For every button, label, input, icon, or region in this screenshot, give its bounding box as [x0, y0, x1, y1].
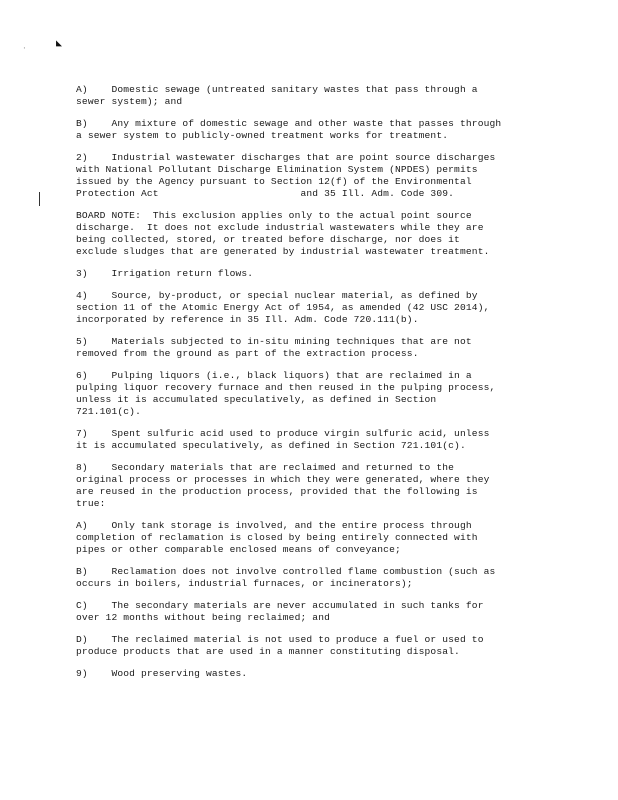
text-line: 4) Source, by-product, or special nuclear material, as defined by [76, 290, 478, 301]
text-line: D) The reclaimed material is not used to produce a fuel or used to [76, 634, 484, 645]
paragraph-item-4 [76, 290, 546, 326]
text-line: 5) Materials subjected to in-situ mining techniques that are not [76, 336, 472, 347]
text-line: it is accumulated speculatively, as defined in Section 721.101(c). [76, 440, 466, 451]
text-line: C) The secondary materials are never accumulated in such tanks for [76, 600, 484, 611]
text-line: incorporated by reference in 35 Ill. Adm. Code 720.111(b). [76, 314, 419, 325]
text-line: issued by the Agency pursuant to Section 12(f) of the Environmental [76, 176, 472, 187]
text-line: unless it is accumulated speculatively, as defined in Section [76, 394, 437, 405]
paragraph-sub-d [76, 634, 546, 658]
text-line: exclude sludges that are generated by industrial wastewater treatment. [76, 246, 490, 257]
text-line: 721.101(c). [76, 406, 141, 417]
paragraph-item-3 [76, 268, 546, 280]
text-line: pipes or other comparable enclosed means of conveyance; [76, 544, 401, 555]
text-line: discharge. It does not exclude industrial wastewaters while they are [76, 222, 484, 233]
text-line: 7) Spent sulfuric acid used to produce virgin sulfuric acid, unless [76, 428, 490, 439]
text-line: B) Reclamation does not involve controlled flame combustion (such as [76, 566, 496, 577]
paragraph-sub-c [76, 600, 546, 624]
scan-speck: · [22, 44, 27, 53]
paragraph-item-6 [76, 370, 546, 418]
text-line: BOARD NOTE: This exclusion applies only to the actual point source [76, 210, 472, 221]
paragraph-sub-b [76, 566, 546, 590]
text-line: pulping liquor recovery furnace and then reused in the pulping process, [76, 382, 496, 393]
paragraph-item-2 [76, 152, 546, 200]
paragraph-board-note [76, 210, 546, 258]
text-line: 2) Industrial wastewater discharges that are point source discharges [76, 152, 496, 163]
text-line: 9) Wood preserving wastes. [76, 668, 248, 679]
text-line: 8) Secondary materials that are reclaimed and returned to the [76, 462, 455, 473]
text-line: being collected, stored, or treated before discharge, nor does it [76, 234, 460, 245]
paragraph-b-mixture [76, 118, 546, 142]
text-line: completion of reclamation is closed by being entirely connected with [76, 532, 478, 543]
text-line: occurs in boilers, industrial furnaces, or incinerators); [76, 578, 413, 589]
text-line: section 11 of the Atomic Energy Act of 1954, as amended (42 USC 2014), [76, 302, 490, 313]
text-line: produce products that are used in a manner constituting disposal. [76, 646, 460, 657]
paragraph-a-domestic-sewage [76, 84, 546, 108]
paragraph-item-9 [76, 668, 546, 680]
document-body [76, 84, 546, 690]
paragraph-item-5 [76, 336, 546, 360]
text-line: a sewer system to publicly-owned treatment works for treatment. [76, 130, 449, 141]
text-line: A) Only tank storage is involved, and the entire process through [76, 520, 472, 531]
text-line: with National Pollutant Discharge Elimination System (NPDES) permits [76, 164, 478, 175]
text-line: 3) Irrigation return flows. [76, 268, 254, 279]
text-line: sewer system); and [76, 96, 183, 107]
corner-mark-icon: ◣ [56, 39, 63, 50]
text-line: true: [76, 498, 106, 509]
text-line: are reused in the production process, provided that the following is [76, 486, 478, 497]
text-line: over 12 months without being reclaimed; and [76, 612, 331, 623]
text-line: B) Any mixture of domestic sewage and other waste that passes through [76, 118, 502, 129]
text-line: 6) Pulping liquors (i.e., black liquors) that are reclaimed in a [76, 370, 472, 381]
text-line: Protection Act and 35 Ill. Adm. Code 309. [76, 188, 455, 199]
text-line: removed from the ground as part of the extraction process. [76, 348, 419, 359]
paragraph-item-7 [76, 428, 546, 452]
margin-change-bar [39, 192, 40, 206]
paragraph-item-8 [76, 462, 546, 510]
paragraph-sub-a [76, 520, 546, 556]
text-line: A) Domestic sewage (untreated sanitary wastes that pass through a [76, 84, 478, 95]
text-line: original process or processes in which they were generated, where they [76, 474, 490, 485]
